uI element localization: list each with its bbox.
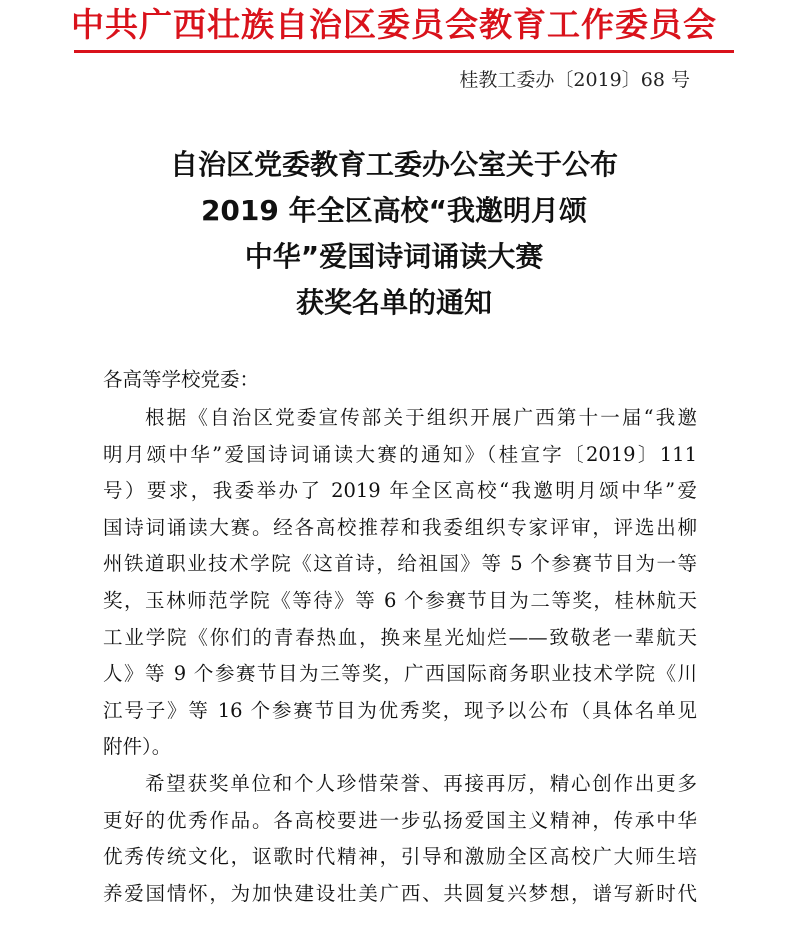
paragraph-1-line: 州铁道职业技术学院《这首诗，给祖国》等 5 个参赛节目为一等 (103, 552, 697, 576)
paragraph-1-line: 奖，玉林师范学院《等待》等 6 个参赛节目为二等奖，桂林航天 (103, 588, 697, 612)
paragraph-2-line: 养爱国情怀，为加快建设壮美广西、共圆复兴梦想，谱写新时代 (103, 881, 697, 905)
document-number: 桂教工委办〔2019〕68 号 (459, 69, 690, 91)
paragraph-1-line: 明月颂中华”爱国诗词诵读大赛的通知》（桂宣字〔2019〕111 (103, 442, 697, 466)
title-line-4: 获奖名单的通知 (295, 286, 492, 319)
title-line-3: 中华”爱国诗词诵读大赛 (244, 240, 544, 273)
paragraph-2-line: 希望获奖单位和个人珍惜荣誉、再接再厉，精心创作出更多 (145, 771, 697, 795)
salutation: 各高等学校党委： (103, 368, 260, 391)
paragraph-1-line: 号）要求，我委举办了 2019 年全区高校“我邀明月颂中华”爱 (103, 479, 697, 503)
paragraph-1-line: 附件）。 (103, 735, 172, 759)
document-body (103, 400, 697, 912)
paragraph-1-line: 根据《自治区党委宣传部关于组织开展广西第十一届“我邀 (145, 406, 697, 429)
issuer-masthead: 中共广西壮族自治区委员会教育工作委员会 (71, 5, 717, 44)
red-separator-line (74, 50, 734, 53)
paragraph-1-line: 国诗词诵读大赛。经各高校推荐和我委组织专家评审，评选出柳 (103, 515, 697, 539)
document-title (0, 142, 788, 326)
paragraph-2-line: 更好的优秀作品。各高校要进一步弘扬爱国主义精神，传承中华 (103, 808, 697, 832)
paragraph-2-line: 优秀传统文化，讴歌时代精神，引导和激励全区高校广大师生培 (103, 845, 697, 869)
paragraph-1-line: 江号子》等 16 个参赛节目为优秀奖，现予以公布（具体名单见 (103, 698, 697, 722)
title-line-1: 自治区党委教育工委办公室关于公布 (169, 148, 618, 181)
title-line-2: 2019 年全区高校“我邀明月颂 (200, 194, 588, 227)
paragraph-1-line: 工业学院《你们的青春热血，换来星光灿烂——致敬老一辈航天 (103, 625, 697, 649)
paragraph-1-line: 人》等 9 个参赛节目为三等奖，广西国际商务职业技术学院《川 (103, 662, 697, 686)
